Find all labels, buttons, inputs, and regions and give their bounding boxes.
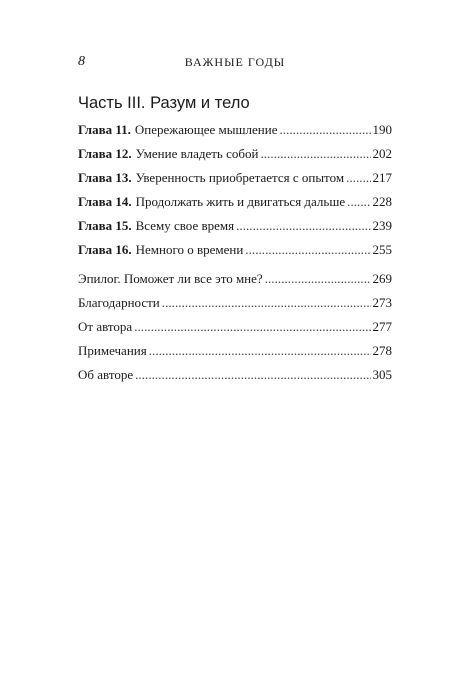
dot-leader [279, 121, 370, 139]
chapter-page-number: 202 [372, 146, 392, 161]
dot-leader [134, 318, 370, 336]
chapter-title: Уверенность приобретается с опытом [135, 170, 345, 185]
dot-leader [162, 294, 371, 312]
dot-leader [260, 145, 370, 163]
chapter-title: Продолжать жить и двигаться дальше [135, 194, 346, 209]
backmatter-page-number: 269 [372, 271, 392, 286]
dot-leader [265, 270, 371, 288]
backmatter-title: Об авторе [78, 367, 134, 382]
backmatter-page-number: 305 [372, 367, 392, 382]
chapter-label: Глава 12. [78, 146, 132, 161]
toc-entry-chapter-15 [78, 217, 392, 241]
backmatter-title: Эпилог. Поможет ли все это мне? [78, 271, 263, 286]
toc-entry-chapter-14 [78, 193, 392, 217]
toc-entry-chapter-11 [78, 121, 392, 145]
backmatter-page-number: 278 [372, 343, 392, 358]
running-title: ВАЖНЫЕ ГОДЫ [184, 55, 286, 69]
dot-leader [149, 342, 371, 360]
dot-leader [245, 241, 370, 259]
chapter-page-number: 190 [372, 122, 392, 137]
dot-leader [236, 217, 370, 235]
chapter-title: Немного о времени [135, 242, 244, 257]
chapter-label: Глава 15. [78, 218, 132, 233]
chapter-title: Опережающее мышление [134, 122, 278, 137]
chapter-label: Глава 14. [78, 194, 132, 209]
chapter-label: Глава 11. [78, 122, 131, 137]
toc-entry-notes [78, 342, 392, 366]
toc-entry-chapter-16 [78, 241, 392, 265]
chapter-page-number: 255 [372, 242, 392, 257]
chapter-title: Всему свое время [135, 218, 235, 233]
chapter-title: Умение владеть собой [135, 146, 259, 161]
backmatter-list [78, 270, 392, 390]
chapter-list [78, 121, 392, 265]
dot-leader [347, 193, 370, 211]
toc-entry-epilogue [78, 270, 392, 294]
chapter-page-number: 239 [372, 218, 392, 233]
chapter-page-number: 228 [372, 194, 392, 209]
toc-entry-from-author [78, 318, 392, 342]
backmatter-page-number: 277 [372, 319, 392, 334]
chapter-page-number: 217 [372, 170, 392, 185]
backmatter-title: Примечания [78, 343, 147, 358]
chapter-label: Глава 13. [78, 170, 132, 185]
dot-leader [346, 169, 370, 187]
running-head [78, 54, 392, 72]
backmatter-title: Благодарности [78, 295, 160, 310]
toc-entry-chapter-12 [78, 145, 392, 169]
page-number: 8 [78, 54, 85, 69]
toc-entry-chapter-13 [78, 169, 392, 193]
toc-entry-acknowledgements [78, 294, 392, 318]
backmatter-page-number: 273 [372, 295, 392, 310]
dot-leader [135, 366, 370, 384]
toc-entry-about-author [78, 366, 392, 390]
part-title: Часть III. Разум и тело [78, 94, 250, 112]
backmatter-title: От автора [78, 319, 133, 334]
chapter-label: Глава 16. [78, 242, 132, 257]
